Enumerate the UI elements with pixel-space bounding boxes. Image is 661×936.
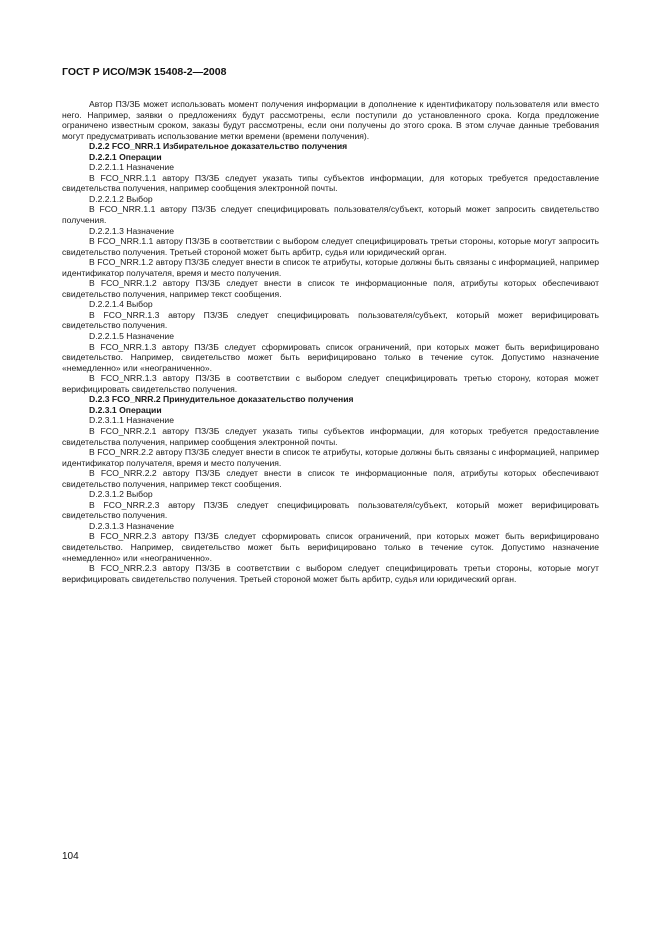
page-number: 104 (62, 851, 79, 862)
paragraph: В FCO_NRR.1.2 автору ПЗ/ЗБ следует внести в список те атрибуты, которые должны быть связаны с информацией, например идентификатор получателя, время и место получения. (62, 257, 599, 278)
paragraph: В FCO_NRR.2.3 автору ПЗ/ЗБ в соответствии с выбором следует специфицировать третьи стороны, которые могут верифицировать свидетельство получения. Третьей стороной может быть арбитр, судья или юридический орган. (62, 563, 599, 584)
section-heading: D.2.3 FCO_NRR.2 Принудительное доказательство получения (89, 394, 354, 405)
document-header: ГОСТ Р ИСО/МЭК 15408-2—2008 (62, 66, 227, 78)
section-heading: D.2.2.1 Операции (89, 151, 162, 162)
paragraph: D.2.3.1.3 Назначение (89, 520, 175, 531)
paragraph: В FCO_NRR.1.1 автору ПЗ/ЗБ в соответствии с выбором следует специфицировать третьи стороны, которые могут запросить свидетельство получения. Третьей стороной может быть арбитр, судья или юридический орган. (62, 236, 599, 257)
paragraph: В FCO_NRR.1.3 автору ПЗ/ЗБ в соответствии с выбором следует специфицировать третью сторону, которая может верифицировать свидетельство получения. (62, 373, 599, 394)
paragraph: В FCO_NRR.2.2 автору ПЗ/ЗБ следует внести в список те информационные поля, атрибуты которых обеспечивают свидетельство получения, например текст сообщения. (62, 468, 599, 489)
paragraph: В FCO_NRR.1.1 автору ПЗ/ЗБ следует специфицировать пользователя/субъект, который может запросить свидетельство получения. (62, 204, 599, 226)
paragraph: В FCO_NRR.2.3 автору ПЗ/ЗБ следует сформировать список ограничений, при которых может быть верифицировано свидетельство. Например, свидетельство может быть верифицировано только в течение суток. Допустимо назначение «немедленно» или «неограниченно». (62, 531, 599, 563)
paragraph: D.2.3.1.1 Назначение (89, 415, 175, 426)
paragraph: D.2.2.1.2 Выбор (89, 193, 153, 204)
paragraph: В FCO_NRR.1.1 автору ПЗ/ЗБ следует указать типы субъектов информации, для которых требуется предоставление свидетельства получения, например сообщения электронной почты. (62, 172, 599, 194)
paragraph: В FCO_NRR.1.3 автору ПЗ/ЗБ следует сформировать список ограничений, при которых может быть верифицировано свидетельство. Например, свидетельство может быть верифицировано только в течение суток. Допустимо назначение «немедленно» или «неограниченно». (62, 341, 599, 373)
paragraph: В FCO_NRR.2.3 автору ПЗ/ЗБ следует специфицировать пользователя/субъект, который может верифицировать свидетельство получения. (62, 499, 599, 521)
paragraph: D.2.2.1.5 Назначение (89, 331, 175, 342)
paragraph: В FCO_NRR.1.3 автору ПЗ/ЗБ следует специфицировать пользователя/субъект, который может верифицировать свидетельство получения. (62, 309, 599, 331)
document-body (62, 99, 599, 584)
section-heading: D.2.2 FCO_NRR.1 Избирательное доказательство получения (89, 141, 348, 152)
paragraph: D.2.3.1.2 Выбор (89, 489, 153, 500)
paragraph: В FCO_NRR.2.1 автору ПЗ/ЗБ следует указать типы субъектов информации, для которых требуется предоставление свидетельства получения, например сообщения электронной почты. (62, 425, 599, 447)
section-heading: D.2.3.1 Операции (89, 404, 162, 415)
paragraph: D.2.2.1.1 Назначение (89, 162, 175, 173)
paragraph: D.2.2.1.3 Назначение (89, 225, 175, 236)
paragraph: Автор ПЗ/ЗБ может использовать момент получения информации в дополнение к идентификатору пользователя или вместо него. Например, заявки о предложениях будут рассмотрены, если поступили до установленного срока. Когда предложение ограничено известным сроком, заказы будут рассмотрены, если они получены до этого срока. В этом случае данные требования могут предусматривать использование метки времени (времени получения). (62, 99, 599, 141)
paragraph: D.2.2.1.4 Выбор (89, 299, 153, 310)
paragraph: В FCO_NRR.1.2 автору ПЗ/ЗБ следует внести в список те информационные поля, атрибуты которых обеспечивают свидетельство получения, например текст сообщения. (62, 278, 599, 299)
paragraph: В FCO_NRR.2.2 автору ПЗ/ЗБ следует внести в список те атрибуты, которые должны быть связаны с информацией, например идентификатор получателя, время и место получения. (62, 447, 599, 468)
